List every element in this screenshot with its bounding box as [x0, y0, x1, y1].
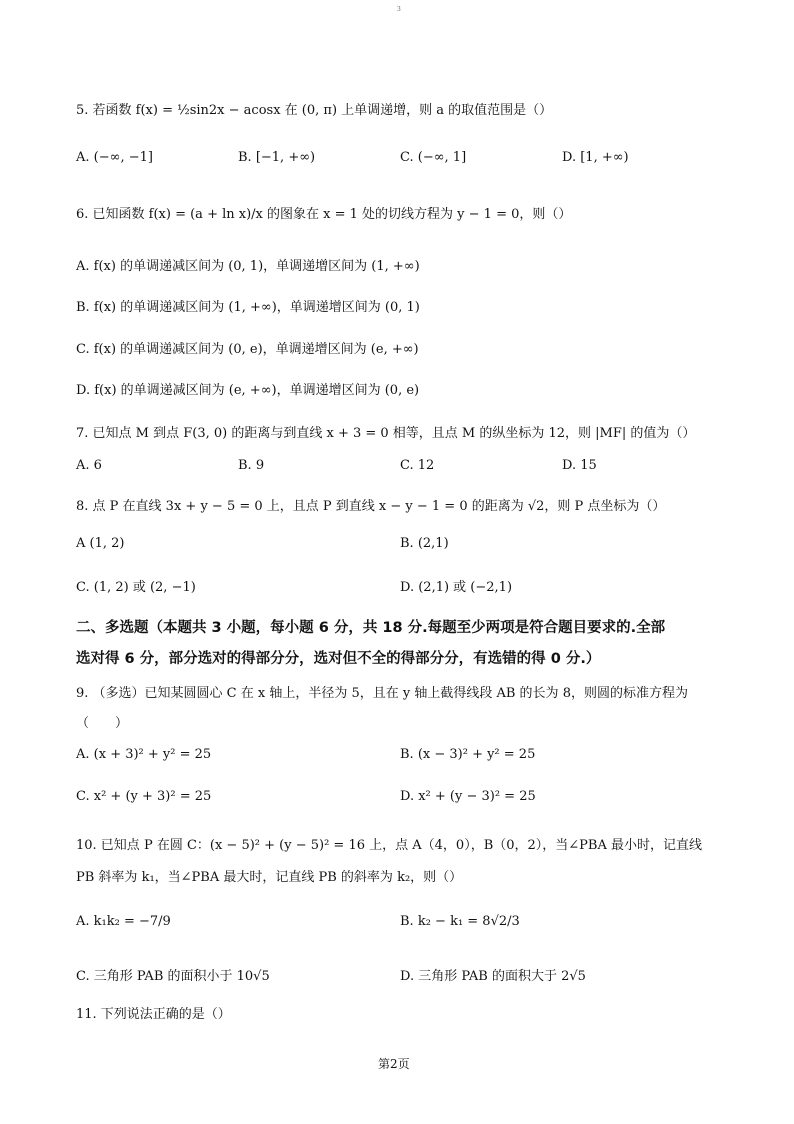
question-9-line1: 9. （多选）已知某圆圆心 C 在 x 轴上，半径为 5，且在 y 轴上截得线段 AB 的长为 8，则圆的标准方程为	[76, 686, 688, 701]
q7-option-c: C. 12	[400, 458, 435, 473]
question-5-stem: 5. 若函数 f(x) = ½sin2x − acosx 在 (0, π) 上单调递增，则 a 的取值范围是（）	[76, 103, 553, 118]
section-2-heading-line2: 选对得 6 分，部分选对的得部分分，选对但不全的得部分分，有选错的得 0 分.）	[76, 651, 601, 667]
q8-option-b: B. (2,1)	[400, 536, 449, 551]
page-mark: 3	[397, 6, 401, 13]
page-number: 第2页	[378, 1057, 410, 1071]
q8-option-a: A (1, 2)	[76, 536, 125, 551]
q10-option-d: D. 三角形 PAB 的面积大于 2√5	[400, 969, 586, 984]
q6-option-b: B. f(x) 的单调递减区间为 (1, +∞)，单调递增区间为 (0, 1)	[76, 300, 420, 315]
q9-option-c: C. x² + (y + 3)² = 25	[76, 789, 212, 804]
q9-option-a: A. (x + 3)² + y² = 25	[76, 747, 212, 762]
q9-option-b: B. (x − 3)² + y² = 25	[400, 747, 536, 762]
q7-option-d: D. 15	[562, 458, 597, 473]
q9-option-d: D. x² + (y − 3)² = 25	[400, 789, 536, 804]
q5-option-b: B. [−1, +∞)	[238, 150, 316, 165]
q7-option-b: B. 9	[238, 458, 265, 473]
q5-option-d: D. [1, +∞)	[562, 150, 629, 165]
question-10-line2: PB 斜率为 k₁，当∠PBA 最大时，记直线 PB 的斜率为 k₂，则（）	[76, 870, 463, 885]
q10-option-c: C. 三角形 PAB 的面积小于 10√5	[76, 969, 270, 984]
question-10-line1: 10. 已知点 P 在圆 C：(x − 5)² + (y − 5)² = 16 上，点 A（4，0），B（0，2），当∠PBA 最小时，记直线	[76, 838, 702, 853]
question-11-stem: 11. 下列说法正确的是（）	[76, 1007, 231, 1022]
section-2-heading-line1: 二、多选题（本题共 3 小题，每小题 6 分，共 18 分.每题至少两项是符合题目要求的.全部	[76, 620, 666, 636]
q10-option-b: B. k₂ − k₁ = 8√2/3	[400, 914, 520, 929]
question-9-line2: （ ）	[76, 716, 129, 731]
question-8-stem: 8. 点 P 在直线 3x + y − 5 = 0 上，且点 P 到直线 x − y − 1 = 0 的距离为 √2，则 P 点坐标为（）	[76, 499, 666, 514]
question-6-stem: 6. 已知函数 f(x) = (a + ln x)/x 的图象在 x = 1 处的切线方程为 y − 1 = 0，则（）	[76, 207, 572, 222]
question-7-stem: 7. 已知点 M 到点 F(3, 0) 的距离与到直线 x + 3 = 0 相等，且点 M 的纵坐标为 12，则 |MF| 的值为（）	[76, 426, 696, 441]
q6-option-a: A. f(x) 的单调递减区间为 (0, 1)，单调递增区间为 (1, +∞)	[76, 259, 420, 274]
q8-option-d: D. (2,1) 或 (−2,1)	[400, 580, 513, 595]
q7-option-a: A. 6	[76, 458, 102, 473]
q5-option-c: C. (−∞, 1]	[400, 150, 467, 165]
q8-option-c: C. (1, 2) 或 (2, −1)	[76, 580, 196, 595]
q5-option-a: A. (−∞, −1]	[76, 150, 153, 165]
q10-option-a: A. k₁k₂ = −7/9	[76, 914, 171, 929]
q6-option-c: C. f(x) 的单调递减区间为 (0, e)，单调递增区间为 (e, +∞)	[76, 342, 419, 357]
q6-option-d: D. f(x) 的单调递减区间为 (e, +∞)，单调递增区间为 (0, e)	[76, 383, 420, 398]
